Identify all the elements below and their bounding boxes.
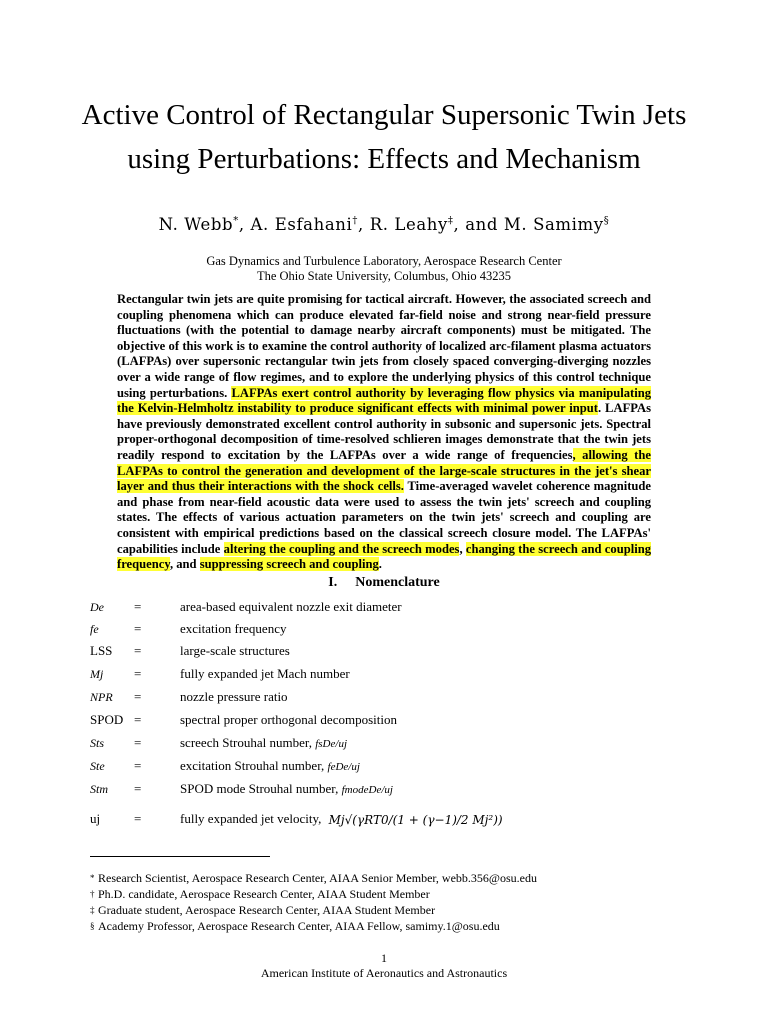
abstract-text: Time-averaged wavelet coherence magnitude and phase from near-field acoustic data were used to assess the twin jets' screech and coupling states. The effects of various actuation parameters on the twin jets' screech and coupling are consistent with empirical predictions based on the classical screech closure model. The LAFPAs' capabilities include — [117, 479, 651, 556]
abstract-text: , and — [169, 557, 200, 572]
abstract-highlight: LAFPAs exert control authority by leveraging flow physics via manipulating the Kelvin-Helmholtz instability to produce significant effects with minimal power input — [117, 385, 651, 416]
nomenclature-definition: screech Strouhal number, fsDe/uj — [180, 735, 347, 750]
author-name: N. Webb — [158, 215, 234, 234]
nomenclature-definition: area-based equivalent nozzle exit diameter — [180, 599, 402, 614]
footnote-mark: ‡ — [90, 905, 95, 915]
footnote-mark: † — [90, 889, 95, 899]
nomenclature-equals: = — [134, 599, 142, 614]
nomenclature-symbol: Sts — [90, 736, 105, 750]
nomenclature-equals: = — [134, 621, 142, 636]
nomenclature-definition: excitation Strouhal number, feDe/uj — [180, 758, 360, 773]
author-mark: † — [352, 215, 358, 227]
footnote — [90, 886, 690, 902]
footnote — [90, 918, 690, 934]
author-list — [60, 215, 708, 234]
section-heading — [60, 575, 708, 591]
footnote-text: Research Scientist, Aerospace Research Center, AIAA Senior Member, webb.356@osu.edu — [98, 871, 537, 885]
nomenclature-symbol: Ste — [90, 759, 105, 773]
velocity-formula: Mj√(γRT0/(1 + (γ−1)/2 Mj²)) — [328, 813, 503, 828]
footnote-text: Ph.D. candidate, Aerospace Research Center, AIAA Student Member — [98, 887, 430, 901]
abstract-highlight: altering the coupling and the screech modes — [223, 541, 460, 556]
nomenclature-symbol: NPR — [90, 690, 113, 704]
author-mark: ‡ — [447, 215, 454, 227]
nomenclature-definition: fully expanded jet Mach number — [180, 666, 350, 681]
nomenclature-symbol: SPOD — [90, 712, 124, 727]
nomenclature-definition: nozzle pressure ratio — [180, 689, 288, 704]
section-title: Nomenclature — [355, 575, 440, 590]
footnotes — [90, 870, 690, 934]
nomenclature-equals: = — [134, 643, 142, 658]
nomenclature-equals: = — [134, 811, 142, 826]
section-number: I. — [328, 575, 338, 590]
page-number: 1 — [381, 951, 387, 965]
author-name: A. Esfahani — [250, 215, 353, 234]
footnote — [90, 870, 690, 886]
abstract — [117, 292, 651, 573]
author-mark: * — [233, 215, 239, 227]
affiliation-line: The Ohio State University, Columbus, Ohio 43235 — [256, 269, 512, 283]
nomenclature-equals: = — [134, 689, 142, 704]
abstract-highlight: suppressing screech and coupling — [199, 557, 379, 572]
abstract-highlight: changing the screech and coupling frequency — [117, 541, 652, 572]
author-mark: § — [603, 215, 610, 227]
abstract-text: . — [378, 557, 382, 572]
abstract-text: Rectangular twin jets are quite promising for tactical aircraft. However, the associated screech and coupling phenomena which can produce elevated far-field noise and strong near-field pressure fluctuations (with the potential to damage nearby aircraft components) must be mitigated. The objective of this work is to examine the control authority of localized arc-filament plasma actuators (LAFPAs) over supersonic rectangular twin jets from closely spaced converging-diverging nozzles over a wide range of flow regimes, and to explore the underlying physics of this control technique using perturbations. — [117, 292, 651, 400]
nomenclature-definition: SPOD mode Strouhal number, fmodeDe/uj — [180, 781, 393, 796]
affiliation-line: Gas Dynamics and Turbulence Laboratory, Aerospace Research Center — [206, 254, 562, 268]
nomenclature-definition: excitation frequency — [180, 621, 287, 636]
footnote-mark: § — [90, 921, 95, 931]
footnote-text: Graduate student, Aerospace Research Center, AIAA Student Member — [98, 903, 436, 917]
nomenclature-definition: fully expanded jet velocity, Mj√(γRT0/(1 + (γ−1)/2 Mj²)) — [180, 809, 503, 830]
nomenclature-equals: = — [134, 712, 142, 727]
nomenclature-symbol: LSS — [90, 643, 113, 658]
footnote-rule — [90, 856, 270, 857]
nomenclature-equals: = — [134, 781, 142, 796]
author-separator: , — [357, 215, 370, 234]
paper-title: Active Control of Rectangular Supersonic Twin Jets using Perturbations: Effects and Mechanism — [81, 99, 687, 175]
author-separator: , — [238, 215, 251, 234]
nomenclature-symbol: Mj — [90, 667, 104, 681]
nomenclature-definition: spectral proper orthogonal decomposition — [180, 712, 397, 727]
nomenclature-symbol: Stm — [90, 782, 108, 796]
affiliation — [60, 254, 708, 284]
nomenclature-definition: large-scale structures — [180, 643, 290, 658]
nomenclature-symbol: uj — [90, 811, 101, 826]
nomenclature-equals: = — [134, 735, 142, 750]
nomenclature-equals: = — [134, 666, 142, 681]
footer-organization: American Institute of Aeronautics and Astronautics — [260, 966, 508, 980]
nomenclature-symbol: fe — [90, 622, 99, 636]
abstract-highlight: , allowing the LAFPAs to control the generation and development of the large-scale structures in the jet's shear layer and thus their interactions with the shock cells. — [117, 447, 651, 494]
author-name: R. Leahy — [369, 215, 448, 234]
author-name: M. Samimy — [503, 215, 604, 234]
abstract-text: . LAFPAs have previously demonstrated excellent control authority in subsonic and supersonic jets. Spectral proper-orthogonal decomposition of time-resolved schlieren images demonstrate that the twin jets readily respond to excitation by the LAFPAs over a wide range of frequencies — [117, 401, 651, 462]
nomenclature-equals: = — [134, 758, 142, 773]
author-separator: , and — [453, 215, 504, 234]
nomenclature-symbol: De — [90, 600, 104, 614]
page-footer — [60, 951, 708, 981]
footnote — [90, 902, 690, 918]
abstract-text: , — [459, 541, 466, 556]
footnote-text: Academy Professor, Aerospace Research Center, AIAA Fellow, samimy.1@osu.edu — [98, 919, 500, 933]
footnote-mark: * — [90, 873, 95, 883]
